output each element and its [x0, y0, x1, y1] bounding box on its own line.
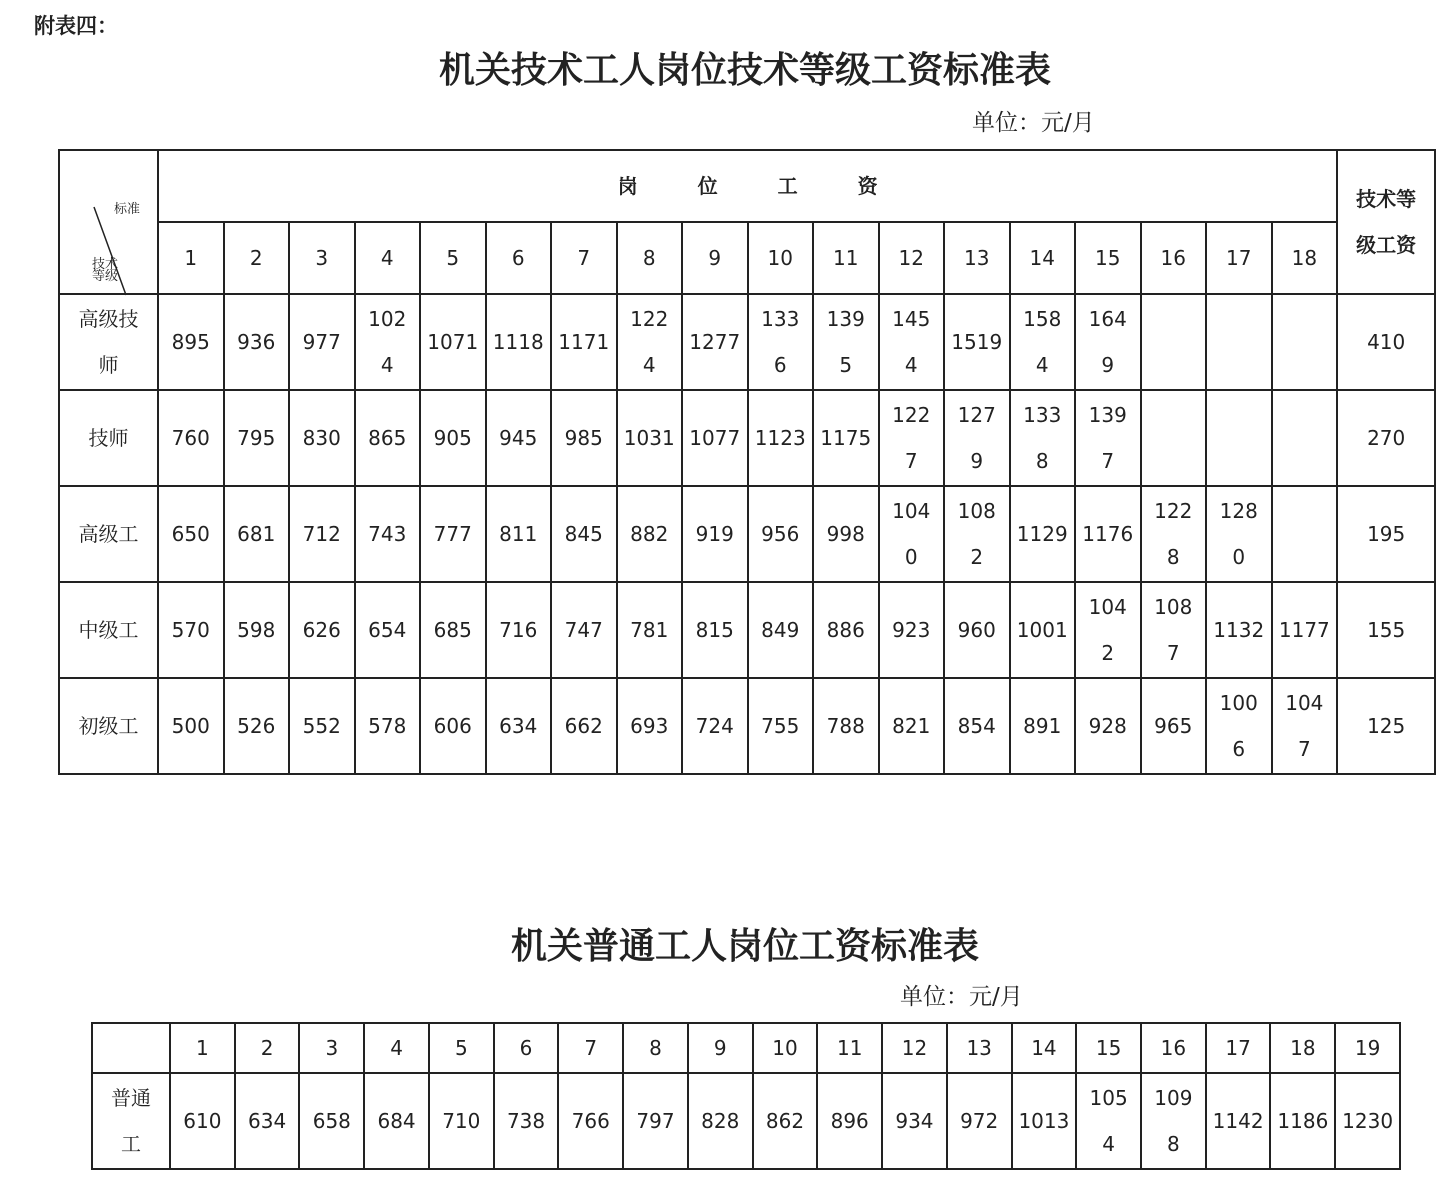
- wage-cell: [224, 486, 290, 582]
- wage-cell: [682, 486, 748, 582]
- wage-cell: [1270, 1073, 1335, 1169]
- table-row: [92, 1073, 1400, 1169]
- wage-cell: [420, 582, 486, 678]
- wage-cell: [158, 294, 224, 390]
- wage-value: 849: [761, 618, 800, 642]
- column-number: 7: [558, 1023, 623, 1073]
- row-label: [92, 1073, 170, 1169]
- wage-value: 724: [695, 714, 734, 738]
- column-number: 13: [947, 1023, 1012, 1073]
- wage-value: 1176: [1082, 522, 1134, 546]
- wage-value: 854: [957, 714, 996, 738]
- wage-cell: [1075, 390, 1141, 486]
- column-number: 3: [289, 222, 355, 294]
- wage-value: 815: [695, 618, 734, 642]
- row-label: [59, 390, 158, 486]
- wage-value: 681: [237, 522, 276, 546]
- table-row: [59, 678, 1435, 774]
- wage-cell: [1272, 486, 1338, 582]
- column-number: 14: [1012, 1023, 1077, 1073]
- wage-value: 1082: [957, 499, 996, 569]
- wage-value: 1132: [1213, 618, 1265, 642]
- wage-value: 781: [630, 618, 669, 642]
- wage-cell: [1206, 486, 1272, 582]
- wage-cell: [364, 1073, 429, 1169]
- table-row: [59, 582, 1435, 678]
- column-number: 5: [429, 1023, 494, 1073]
- wage-cell: [682, 294, 748, 390]
- wage-value: 598: [237, 618, 276, 642]
- wage-cell: [420, 678, 486, 774]
- wage-value: 882: [630, 522, 669, 546]
- wage-value: 1006: [1219, 691, 1258, 761]
- wage-cell: [1141, 1073, 1206, 1169]
- wage-cell: [420, 390, 486, 486]
- wage-cell: [299, 1073, 364, 1169]
- column-number: 17: [1206, 222, 1272, 294]
- wage-cell: [158, 390, 224, 486]
- wage-value: 716: [499, 618, 538, 642]
- wage-value: 1228: [1154, 499, 1193, 569]
- wage-cell: [551, 486, 617, 582]
- wage-cell: [1206, 294, 1272, 390]
- column-number: 7: [551, 222, 617, 294]
- row-label: [59, 582, 158, 678]
- wage-cell: [813, 390, 879, 486]
- wage-cell: [558, 1073, 623, 1169]
- wage-cell: [1012, 1073, 1077, 1169]
- wage-cell: [879, 678, 945, 774]
- wage-cell: [748, 582, 814, 678]
- row-label-text: 技师: [88, 426, 129, 450]
- wage-cell: [355, 486, 421, 582]
- wage-value: 821: [892, 714, 931, 738]
- tech-grade-value: 195: [1337, 486, 1435, 582]
- wage-value: 923: [892, 618, 931, 642]
- column-number: 15: [1076, 1023, 1141, 1073]
- wage-cell: [944, 390, 1010, 486]
- wage-value: 1142: [1212, 1109, 1264, 1133]
- table1-column-row: [59, 222, 1435, 294]
- wage-cell: [879, 486, 945, 582]
- wage-value: 891: [1023, 714, 1062, 738]
- wage-value: 760: [171, 426, 210, 450]
- wage-value: 766: [571, 1109, 610, 1133]
- wage-cell: [1075, 486, 1141, 582]
- wage-cell: [748, 294, 814, 390]
- wage-value: 1013: [1018, 1109, 1070, 1133]
- wage-cell: [617, 390, 683, 486]
- row-label-text: 普通工: [111, 1086, 151, 1156]
- wage-value: 928: [1088, 714, 1127, 738]
- wage-value: 654: [368, 618, 407, 642]
- corner-bottom-label: 技术等级: [92, 257, 119, 284]
- wage-cell: [879, 582, 945, 678]
- wage-cell: [1010, 390, 1076, 486]
- wage-value: 634: [248, 1109, 287, 1133]
- wage-value: 747: [564, 618, 603, 642]
- wage-cell: [158, 486, 224, 582]
- wage-cell: [879, 390, 945, 486]
- corner-top-label: 标准: [114, 202, 141, 217]
- wage-value: 552: [302, 714, 341, 738]
- wage-cell: [1010, 294, 1076, 390]
- tech-grade-value: 410: [1337, 294, 1435, 390]
- table-row: [59, 486, 1435, 582]
- column-number: 4: [355, 222, 421, 294]
- column-number: 16: [1141, 1023, 1206, 1073]
- wage-cell: [355, 582, 421, 678]
- wage-cell: [420, 294, 486, 390]
- row-label-text: 高级技师: [78, 307, 139, 377]
- wage-value: 960: [957, 618, 996, 642]
- wage-value: 1279: [957, 403, 996, 473]
- wage-cell: [224, 582, 290, 678]
- column-number: 16: [1141, 222, 1207, 294]
- table-row: [59, 390, 1435, 486]
- wage-value: 1277: [689, 330, 741, 354]
- column-number: 15: [1075, 222, 1141, 294]
- wage-value: 755: [761, 714, 800, 738]
- wage-value: 1177: [1278, 618, 1330, 642]
- wage-cell: [1272, 582, 1338, 678]
- wage-cell: [429, 1073, 494, 1169]
- table-row: [59, 294, 1435, 390]
- wage-value: 830: [302, 426, 341, 450]
- wage-value: 985: [564, 426, 603, 450]
- wage-value: 606: [433, 714, 472, 738]
- wage-value: 977: [302, 330, 341, 354]
- wage-cell: [617, 486, 683, 582]
- wage-cell: [355, 678, 421, 774]
- wage-cell: [688, 1073, 753, 1169]
- row-label-text: 高级工: [78, 522, 139, 546]
- wage-value: 1054: [1089, 1086, 1128, 1156]
- wage-cell: [289, 294, 355, 390]
- wage-cell: [944, 582, 1010, 678]
- wage-cell: [1206, 390, 1272, 486]
- wage-cell: [623, 1073, 688, 1169]
- wage-value: 658: [312, 1109, 351, 1133]
- wage-cell: [944, 678, 1010, 774]
- wage-value: 1171: [558, 330, 610, 354]
- wage-cell: [682, 678, 748, 774]
- wage-value: 526: [237, 714, 276, 738]
- wage-cell: [1335, 1073, 1400, 1169]
- wage-value: 905: [433, 426, 472, 450]
- wage-cell: [753, 1073, 818, 1169]
- wage-value: 1336: [761, 307, 800, 377]
- wage-value: 1175: [820, 426, 872, 450]
- wage-value: 845: [564, 522, 603, 546]
- wage-cell: [551, 678, 617, 774]
- column-number: 14: [1010, 222, 1076, 294]
- wage-value: 1118: [492, 330, 544, 354]
- wage-value: 634: [499, 714, 538, 738]
- wage-cell: [748, 486, 814, 582]
- wage-cell: [494, 1073, 559, 1169]
- wage-cell: [617, 678, 683, 774]
- wage-value: 684: [377, 1109, 416, 1133]
- wage-cell: [813, 582, 879, 678]
- technical-wage-table: [58, 149, 1436, 775]
- wage-value: 936: [237, 330, 276, 354]
- wage-cell: [1272, 390, 1338, 486]
- wage-cell: [1075, 678, 1141, 774]
- wage-cell: [1141, 582, 1207, 678]
- wage-value: 795: [237, 426, 276, 450]
- wage-value: 1280: [1219, 499, 1258, 569]
- wage-value: 965: [1154, 714, 1193, 738]
- ordinary-wage-table: [91, 1022, 1401, 1170]
- table1-title: 机关技术工人岗位技术等级工资标准表: [438, 50, 1051, 91]
- table1-header-row: [59, 150, 1435, 222]
- wage-value: 1454: [892, 307, 931, 377]
- wage-value: 972: [960, 1109, 999, 1133]
- wage-value: 1397: [1088, 403, 1127, 473]
- wage-value: 1227: [892, 403, 931, 473]
- wage-value: 500: [171, 714, 210, 738]
- wage-cell: [355, 294, 421, 390]
- wage-value: 1071: [427, 330, 479, 354]
- column-number: 18: [1272, 222, 1338, 294]
- wage-value: 956: [761, 522, 800, 546]
- wage-cell: [158, 678, 224, 774]
- wage-value: 1024: [368, 307, 407, 377]
- column-number: 1: [158, 222, 224, 294]
- wage-value: 1040: [892, 499, 931, 569]
- corner-cell: [92, 1023, 170, 1073]
- wage-value: 1001: [1016, 618, 1068, 642]
- wage-value: 1224: [630, 307, 669, 377]
- column-number: 13: [944, 222, 1010, 294]
- wage-cell: [235, 1073, 300, 1169]
- wage-cell: [1206, 678, 1272, 774]
- column-number: 8: [623, 1023, 688, 1073]
- table2-header-row: [92, 1023, 1400, 1073]
- column-number: 10: [753, 1023, 818, 1073]
- wage-value: 1186: [1277, 1109, 1329, 1133]
- wage-value: 998: [826, 522, 865, 546]
- wage-cell: [224, 294, 290, 390]
- wage-value: 710: [442, 1109, 481, 1133]
- wage-cell: [813, 294, 879, 390]
- wage-cell: [1010, 486, 1076, 582]
- wage-cell: [486, 390, 552, 486]
- wage-value: 685: [433, 618, 472, 642]
- wage-cell: [170, 1073, 235, 1169]
- wage-cell: [551, 582, 617, 678]
- wage-value: 828: [701, 1109, 740, 1133]
- column-number: 11: [813, 222, 879, 294]
- appendix-caption: 附表四：: [34, 14, 118, 38]
- column-number: 9: [688, 1023, 753, 1073]
- wage-value: 650: [171, 522, 210, 546]
- table1-unit: 单位：元/月: [972, 110, 1095, 136]
- wage-cell: [617, 294, 683, 390]
- wage-cell: [1141, 294, 1207, 390]
- row-label: [59, 486, 158, 582]
- wage-cell: [748, 678, 814, 774]
- wage-value: 578: [368, 714, 407, 738]
- wage-cell: [882, 1073, 947, 1169]
- wage-value: 1077: [689, 426, 741, 450]
- wage-cell: [813, 678, 879, 774]
- column-number: 8: [617, 222, 683, 294]
- wage-value: 1098: [1154, 1086, 1193, 1156]
- tech-grade-header-text: 技术等级工资: [1356, 187, 1417, 257]
- wage-cell: [486, 582, 552, 678]
- wage-value: 1129: [1016, 522, 1068, 546]
- column-number: 1: [170, 1023, 235, 1073]
- tech-grade-value: 270: [1337, 390, 1435, 486]
- column-number: 6: [486, 222, 552, 294]
- column-number: 18: [1270, 1023, 1335, 1073]
- row-label-text: 中级工: [78, 618, 139, 642]
- wage-value: 1649: [1088, 307, 1127, 377]
- wage-cell: [1010, 678, 1076, 774]
- column-number: 2: [224, 222, 290, 294]
- wage-cell: [947, 1073, 1012, 1169]
- wage-value: 945: [499, 426, 538, 450]
- column-number: 5: [420, 222, 486, 294]
- wage-value: 662: [564, 714, 603, 738]
- column-number: 10: [748, 222, 814, 294]
- wage-cell: [944, 294, 1010, 390]
- wage-cell: [682, 390, 748, 486]
- wage-cell: [355, 390, 421, 486]
- wage-cell: [1075, 582, 1141, 678]
- wage-cell: [486, 486, 552, 582]
- wage-cell: [1141, 486, 1207, 582]
- tech-grade-value: 125: [1337, 678, 1435, 774]
- column-number: 19: [1335, 1023, 1400, 1073]
- column-number: 3: [299, 1023, 364, 1073]
- tech-grade-value: 155: [1337, 582, 1435, 678]
- column-number: 2: [235, 1023, 300, 1073]
- wage-value: 865: [368, 426, 407, 450]
- column-number: 4: [364, 1023, 429, 1073]
- wage-cell: [944, 486, 1010, 582]
- wage-value: 862: [765, 1109, 805, 1133]
- row-label: [59, 678, 158, 774]
- wage-value: 1395: [826, 307, 865, 377]
- wage-value: 712: [302, 522, 341, 546]
- wage-cell: [1141, 678, 1207, 774]
- wage-value: 919: [695, 522, 734, 546]
- wage-value: 895: [171, 330, 210, 354]
- column-number: 12: [882, 1023, 947, 1073]
- wage-value: 934: [895, 1109, 934, 1133]
- wage-value: 886: [826, 618, 865, 642]
- row-label-text: 初级工: [78, 714, 139, 738]
- wage-value: 610: [183, 1109, 222, 1133]
- wage-value: 1338: [1023, 403, 1062, 473]
- wage-cell: [289, 486, 355, 582]
- wage-cell: [682, 582, 748, 678]
- wage-cell: [289, 582, 355, 678]
- wage-cell: [1010, 582, 1076, 678]
- wage-cell: [748, 390, 814, 486]
- wage-value: 896: [830, 1109, 869, 1133]
- wage-cell: [1272, 678, 1338, 774]
- group-header: 岗 位 工 资: [158, 150, 1337, 222]
- wage-value: 693: [630, 714, 669, 738]
- wage-value: 788: [826, 714, 865, 738]
- column-number: 12: [879, 222, 945, 294]
- wage-value: 811: [499, 522, 538, 546]
- corner-cell: [59, 150, 158, 294]
- wage-cell: [289, 390, 355, 486]
- wage-cell: [879, 294, 945, 390]
- column-number: 6: [494, 1023, 559, 1073]
- wage-value: 1047: [1285, 691, 1324, 761]
- wage-cell: [289, 678, 355, 774]
- wage-cell: [551, 390, 617, 486]
- wage-value: 1123: [754, 426, 806, 450]
- wage-value: 570: [171, 618, 210, 642]
- wage-value: 797: [636, 1109, 675, 1133]
- wage-cell: [1206, 1073, 1271, 1169]
- column-number: 11: [817, 1023, 882, 1073]
- table2-unit: 单位：元/月: [900, 984, 1023, 1010]
- wage-cell: [1075, 294, 1141, 390]
- table2-title: 机关普通工人岗位工资标准表: [510, 926, 979, 967]
- column-number: 9: [682, 222, 748, 294]
- wage-value: 626: [302, 618, 341, 642]
- wage-cell: [817, 1073, 882, 1169]
- wage-value: 1519: [951, 330, 1003, 354]
- column-number: 17: [1206, 1023, 1271, 1073]
- wage-cell: [224, 390, 290, 486]
- wage-value: 1230: [1342, 1109, 1394, 1133]
- wage-value: 1042: [1088, 595, 1127, 665]
- wage-cell: [224, 678, 290, 774]
- wage-cell: [1206, 582, 1272, 678]
- wage-cell: [486, 294, 552, 390]
- wage-value: 738: [506, 1109, 546, 1133]
- wage-cell: [486, 678, 552, 774]
- wage-cell: [551, 294, 617, 390]
- wage-cell: [158, 582, 224, 678]
- wage-value: 1584: [1023, 307, 1062, 377]
- wage-cell: [1076, 1073, 1141, 1169]
- wage-cell: [420, 486, 486, 582]
- wage-value: 743: [368, 522, 407, 546]
- wage-value: 777: [433, 522, 472, 546]
- wage-cell: [1272, 294, 1338, 390]
- tech-grade-header: [1337, 150, 1435, 294]
- wage-value: 1087: [1154, 595, 1193, 665]
- wage-cell: [813, 486, 879, 582]
- wage-cell: [617, 582, 683, 678]
- wage-cell: [1141, 390, 1207, 486]
- wage-value: 1031: [623, 426, 675, 450]
